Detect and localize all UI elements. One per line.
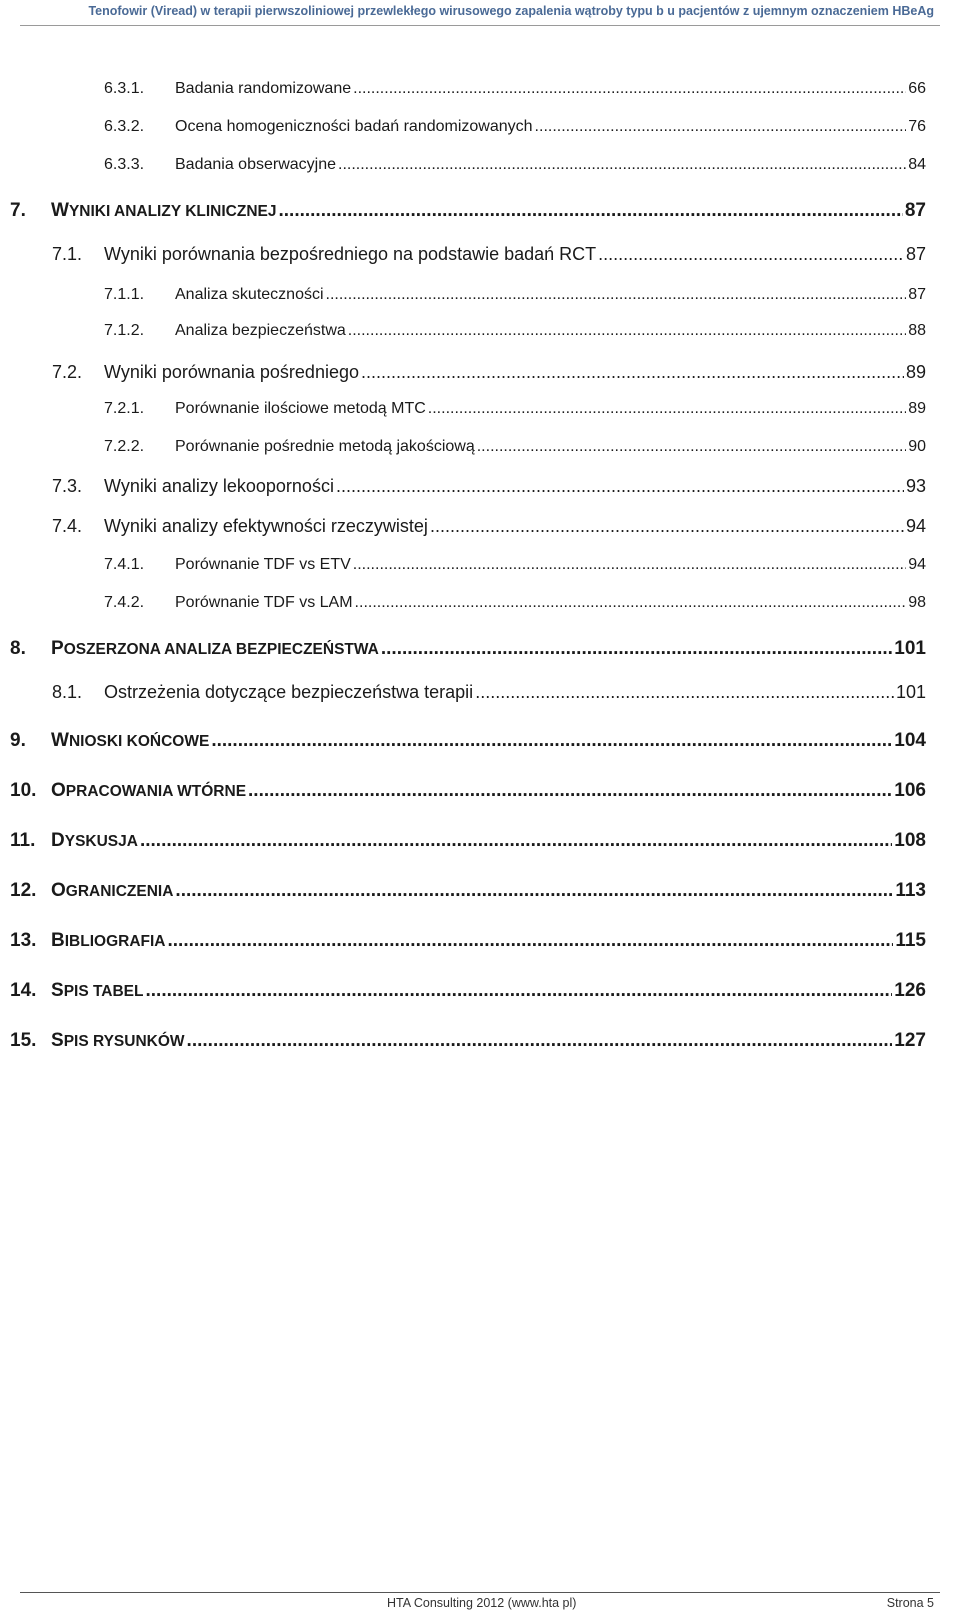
toc-entry-number: 7.2. [52,362,83,382]
toc-entry-number: 8. [10,638,26,659]
toc-entry-title [51,780,246,802]
toc-dot-leader [381,638,892,660]
toc-dot-leader [146,980,893,1002]
toc-entry-number: 6.3.2. [104,118,145,135]
toc-entry-number: 7.2.1. [104,400,145,417]
toc-entry-page: 93 [905,476,926,496]
toc-dot-leader [353,80,906,98]
toc-dot-leader [475,682,894,703]
toc-entry[interactable] [10,200,926,222]
toc-entry[interactable] [104,286,926,304]
toc-entry-page: 106 [894,780,926,801]
toc-entry[interactable] [104,80,926,98]
toc-entry-title-initial: O [51,880,66,901]
footer-divider [20,1592,940,1593]
toc-entry[interactable] [52,244,926,265]
toc-entry-page: 87 [905,244,926,264]
toc-dot-leader [353,556,906,574]
toc-dot-leader [430,516,904,537]
toc-entry-page: 87 [904,200,926,221]
toc-entry-page: 90 [908,438,926,455]
toc-dot-leader [338,156,906,174]
toc-entry-page: 104 [894,730,926,751]
toc-entry-number: 13. [10,930,37,951]
toc-dot-leader [167,930,893,952]
running-header-title: Tenofowir (Viread) w terapii pierwszoliniowej przewlekłego wirusowego zapalenia wątroby typu b u pacjentów z ujemnym oznaczeniem HBeAg [88,4,934,18]
toc-entry-title-initial: D [51,830,65,851]
toc-entry[interactable] [52,362,926,383]
toc-entry-page: 87 [908,286,926,303]
toc-entry[interactable] [104,156,926,174]
toc-entry-title-initial: S [51,1030,64,1051]
toc-entry[interactable] [10,1030,926,1052]
toc-entry-title-rest: PIS RYSUNKÓW [63,1033,185,1050]
toc-entry-title [51,980,144,1002]
toc-entry-page: 101 [895,682,926,702]
toc-entry-title [51,730,209,752]
toc-entry-page: 127 [894,1030,926,1051]
toc-entry-title: Porównanie TDF vs ETV [175,556,351,573]
toc-dot-leader [348,322,906,340]
toc-entry-title-initial: O [51,780,66,801]
toc-entry-title-initial: W [51,200,69,221]
toc-entry-title-initial: S [51,980,64,1001]
toc-entry-title: Porównanie pośrednie metodą jakościową [175,438,475,455]
toc-entry-page: 126 [894,980,926,1001]
toc-entry-page: 89 [908,400,926,417]
toc-entry[interactable] [104,400,926,418]
toc-dot-leader [248,780,892,802]
footer-publisher: HTA Consulting 2012 (www.hta pl) [387,1596,577,1610]
toc-entry[interactable] [10,780,926,802]
toc-dot-leader [326,286,907,304]
toc-entry-number: 7.4. [52,516,83,536]
toc-entry[interactable] [10,730,926,752]
toc-entry-title-rest: PRACOWANIA WTÓRNE [65,783,247,800]
toc-entry-title: Ostrzeżenia dotyczące bezpieczeństwa terapii [104,682,474,702]
toc-entry-number: 12. [10,880,37,901]
toc-entry-page: 94 [908,556,926,573]
toc-entry-page: 108 [894,830,926,851]
toc-entry-number: 7.4.1. [104,556,145,573]
toc-entry-number: 7.1.2. [104,322,145,339]
toc-entry-title [51,1030,185,1052]
toc-entry-page: 115 [895,930,926,951]
toc-entry-title-rest: IBLIOGRAFIA [64,933,166,950]
toc-dot-leader [428,400,906,418]
toc-entry-title-rest: GRANICZENIA [65,883,174,900]
toc-entry[interactable] [104,322,926,340]
toc-entry-title [51,200,276,222]
toc-entry-number: 7.3. [52,476,83,496]
toc-entry-title: Ocena homogeniczności badań randomizowanych [175,118,533,135]
toc-entry-number: 15. [10,1030,37,1051]
toc-entry[interactable] [52,516,926,537]
toc-entry-page: 76 [908,118,926,135]
toc-entry-title [51,830,138,852]
toc-entry-number: 8.1. [52,682,83,702]
toc-dot-leader [535,118,907,136]
toc-entry-title: Wyniki porównania bezpośredniego na podstawie badań RCT [104,244,597,264]
toc-dot-leader [336,476,904,497]
toc-entry[interactable] [52,476,926,497]
toc-entry-number: 7.2.2. [104,438,145,455]
running-header [0,0,960,26]
toc-entry[interactable] [10,930,926,952]
toc-entry-number: 7.1.1. [104,286,145,303]
toc-entry-page: 88 [908,322,926,339]
toc-entry-number: 7.1. [52,244,83,264]
toc-dot-leader [140,830,892,852]
toc-entry-title-initial: P [51,638,64,659]
toc-entry-title-initial: B [51,930,65,951]
toc-entry-title: Wyniki analizy efektywności rzeczywistej [104,516,428,536]
toc-entry-page: 98 [908,594,926,611]
toc-entry-title: Porównanie ilościowe metodą MTC [175,400,426,417]
header-divider [20,25,940,26]
toc-entry-title-rest: NIOSKI KOŃCOWE [68,733,210,750]
toc-entry-number: 7.4.2. [104,594,145,611]
toc-entry[interactable] [10,980,926,1002]
toc-entry-page: 89 [905,362,926,382]
toc-entry-title [51,638,379,660]
toc-entry-title-rest: PIS TABEL [63,983,144,1000]
toc-entry-page: 66 [908,80,926,97]
toc-dot-leader [355,594,907,612]
toc-entry-number: 6.3.1. [104,80,145,97]
toc-entry[interactable] [10,880,926,902]
toc-entry-page: 101 [894,638,926,659]
toc-entry-title-initial: W [51,730,69,751]
toc-entry[interactable] [104,118,926,136]
toc-dot-leader [175,880,893,902]
toc-entry-number: 14. [10,980,37,1001]
toc-entry-title-rest: YSKUSJA [64,833,138,850]
toc-entry[interactable] [104,438,926,456]
toc-entry-title: Analiza skuteczności [175,286,324,303]
toc-entry[interactable] [104,556,926,574]
toc-dot-leader [211,730,892,752]
toc-entry-title: Badania obserwacyjne [175,156,336,173]
toc-entry-number: 10. [10,780,37,801]
toc-entry[interactable] [10,638,926,660]
toc-entry-title [51,930,165,952]
toc-entry[interactable] [10,830,926,852]
toc-entry-title [51,880,173,902]
toc-entry-title: Wyniki analizy lekooporności [104,476,334,496]
toc-dot-leader [187,1030,893,1052]
toc-entry-title: Porównanie TDF vs LAM [175,594,353,611]
toc-entry-number: 7. [10,200,26,221]
toc-dot-leader [278,200,902,222]
toc-entry[interactable] [52,682,926,703]
toc-entry-number: 6.3.3. [104,156,145,173]
toc-entry-title: Analiza bezpieczeństwa [175,322,346,339]
toc-entry-page: 84 [908,156,926,173]
toc-dot-leader [361,362,904,383]
toc-entry-title-rest: YNIKI ANALIZY KLINICZNEJ [68,203,277,220]
toc-entry-number: 11. [10,830,36,851]
toc-dot-leader [477,438,906,456]
toc-entry-title: Wyniki porównania pośredniego [104,362,359,382]
footer-page-number: Strona 5 [886,1596,934,1610]
toc-entry-title: Badania randomizowane [175,80,352,97]
toc-entry-page: 113 [895,880,926,901]
toc-entry-title-rest: OSZERZONA ANALIZA BEZPIECZEŃSTWA [63,641,379,658]
toc-entry-page: 94 [905,516,926,536]
toc-entry[interactable] [104,594,926,612]
toc-dot-leader [598,244,904,265]
toc-entry-number: 9. [10,730,26,751]
